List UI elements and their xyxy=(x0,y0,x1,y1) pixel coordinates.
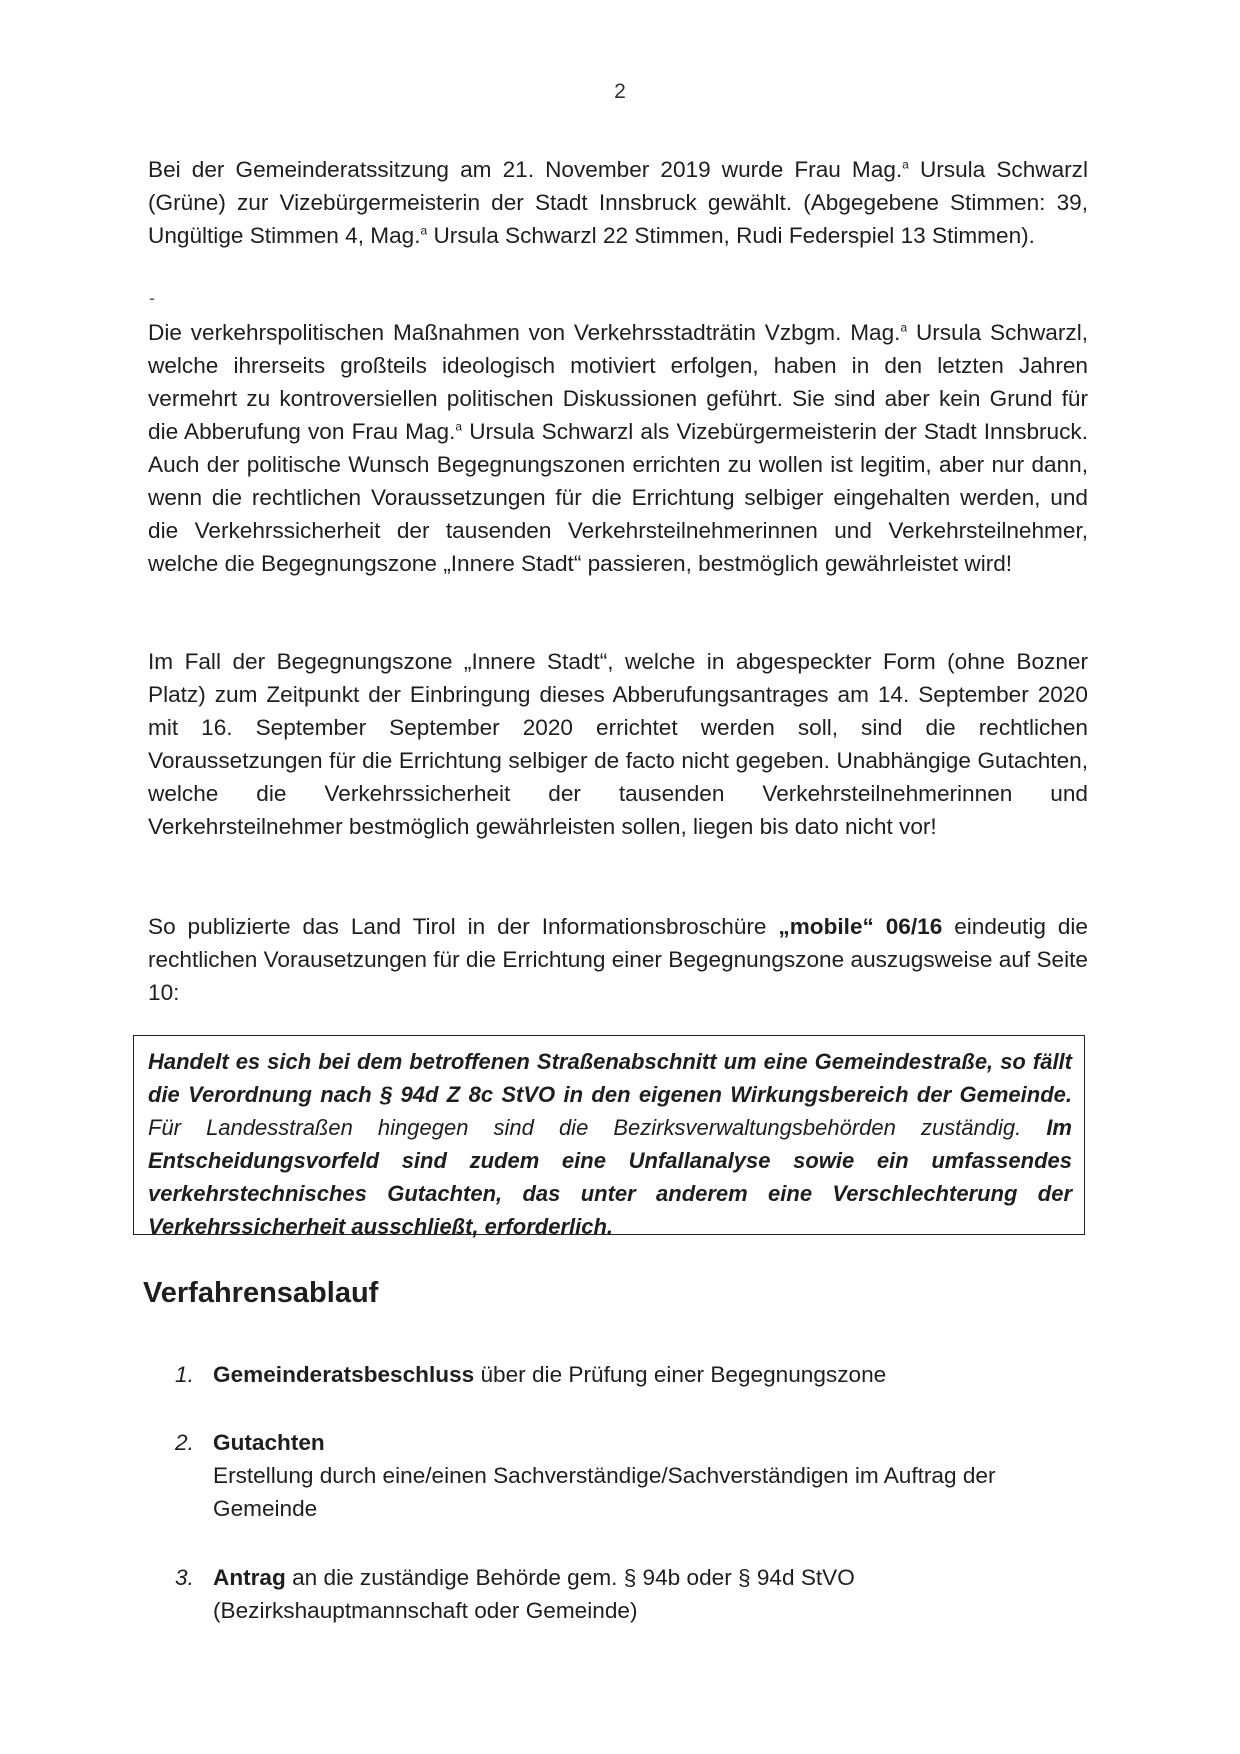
paragraph-election xyxy=(148,153,1088,252)
quote-text: Für Landesstraßen hingegen sind die Bezirksverwaltungsbehörden zuständig. xyxy=(148,1115,1047,1140)
quote-bold-text: Handelt es sich bei dem betroffenen Straßenabschnitt um eine Gemeindestraße, so fällt die Verordnung nach § 94d Z 8c StVO in den eigenen Wirkungsbereich der Gemeinde. xyxy=(148,1049,1072,1107)
quote-bold-text: Im Entscheidungsvorfeld sind zudem eine Unfallanalyse sowie ein umfassendes verkehrstechnisches Gutachten, das unter anderem eine Verschlechterung der Verkehrssicherheit ausschließt, erforderlich. xyxy=(148,1115,1072,1239)
text-segment: eindeutig die rechtlichen Vorausetzungen für die Errichtung einer Begegnungszone auszugsweise auf Seite 10: xyxy=(148,914,1088,1005)
list-item-title: Antrag xyxy=(213,1565,286,1590)
text-segment: Ursula Schwarzl als Vizebürgermeisterin der Stadt Innsbruck. Auch der politische Wunsch Begegnungszonen errichten zu wollen ist legitim, aber nur dann, wenn die rechtlichen Voraussetzungen für die Errichtung selbiger eingehalten werden, und die Verkehrssicherheit der tausenden Verkehrsteilnehmerinnen und Verkehrsteilnehmer, welche die Begegnungszone „Innere Stadt“ passieren, bestmöglich gewährleistet wird! xyxy=(148,419,1088,576)
text-segment: Ursula Schwarzl, welche ihrerseits großteils ideologisch motiviert erfolgen, haben in den letzten Jahren vermehrt zu kontroversiellen politischen Diskussionen geführt. Sie sind aber kein Grund für die Abberufung von Frau Mag. xyxy=(148,320,1088,444)
list-item-text: über die Prüfung einer Begegnungszone xyxy=(474,1362,887,1387)
superscript: a xyxy=(420,223,428,238)
paragraph-publication xyxy=(148,910,1088,1009)
text-segment: Ursula Schwarzl (Grüne) zur Vizebürgermeisterin der Stadt Innsbruck gewählt. (Abgegebene Stimmen: 39, Ungültige Stimmen 4, Mag. xyxy=(148,157,1088,248)
bold-text: „mobile“ 06/16 xyxy=(778,914,943,939)
list-number: 2. xyxy=(175,1430,194,1455)
list-number: 3. xyxy=(175,1565,194,1590)
paragraph-encounter-zone xyxy=(148,645,1088,843)
text-segment: Bei der Gemeinderatssitzung am 21. November 2019 wurde Frau Mag. xyxy=(148,157,903,182)
paragraph-text: Im Fall der Begegnungszone „Innere Stadt“, welche in abgespeckter Form (ohne Bozner Platz) zum Zeitpunkt der Einbringung dieses Abberufungsantrages am 14. September 2020 mit 16. September September 2020 errichtet werden soll, sind die rechtlichen Voraussetzungen für die Errichtung selbiger de facto nicht gegeben. Unabhängige Gutachten, welche die Verkehrssicherheit der tausenden Verkehrsteilnehmerinnen und Verkehrsteilnehmer bestmöglich gewährleisten sollen, liegen bis dato nicht vor! xyxy=(148,649,1088,839)
superscript: a xyxy=(900,320,908,335)
page-number: 2 xyxy=(614,80,626,103)
list-item xyxy=(175,1358,1105,1391)
superscript: a xyxy=(902,157,909,172)
list-item-text: an die zuständige Behörde gem. § 94b oder § 94d StVO xyxy=(285,1565,855,1590)
quote-box xyxy=(133,1035,1085,1239)
section-heading: Verfahrensablauf xyxy=(143,1277,379,1309)
list-item-text: Erstellung durch eine/einen Sachverständige/Sachverständigen im Auftrag der Gemeinde xyxy=(213,1463,996,1521)
superscript: a xyxy=(455,419,463,434)
list-number: 1. xyxy=(175,1362,194,1387)
list-item xyxy=(175,1426,1105,1525)
list-item xyxy=(175,1561,1105,1627)
text-segment: Ursula Schwarzl 22 Stimmen, Rudi Federspiel 13 Stimmen). xyxy=(427,223,1035,248)
text-segment: So publizierte das Land Tirol in der Informationsbroschüre xyxy=(148,914,779,939)
list-item-title: Gutachten xyxy=(213,1430,325,1455)
list-item-text: (Bezirkshauptmannschaft oder Gemeinde) xyxy=(213,1598,638,1623)
list-item-title: Gemeinderatsbeschluss xyxy=(213,1362,475,1387)
stray-mark: - xyxy=(149,288,155,308)
paragraph-traffic-policy xyxy=(148,316,1088,580)
text-segment: Die verkehrspolitischen Maßnahmen von Verkehrsstadträtin Vzbgm. Mag. xyxy=(148,320,901,345)
